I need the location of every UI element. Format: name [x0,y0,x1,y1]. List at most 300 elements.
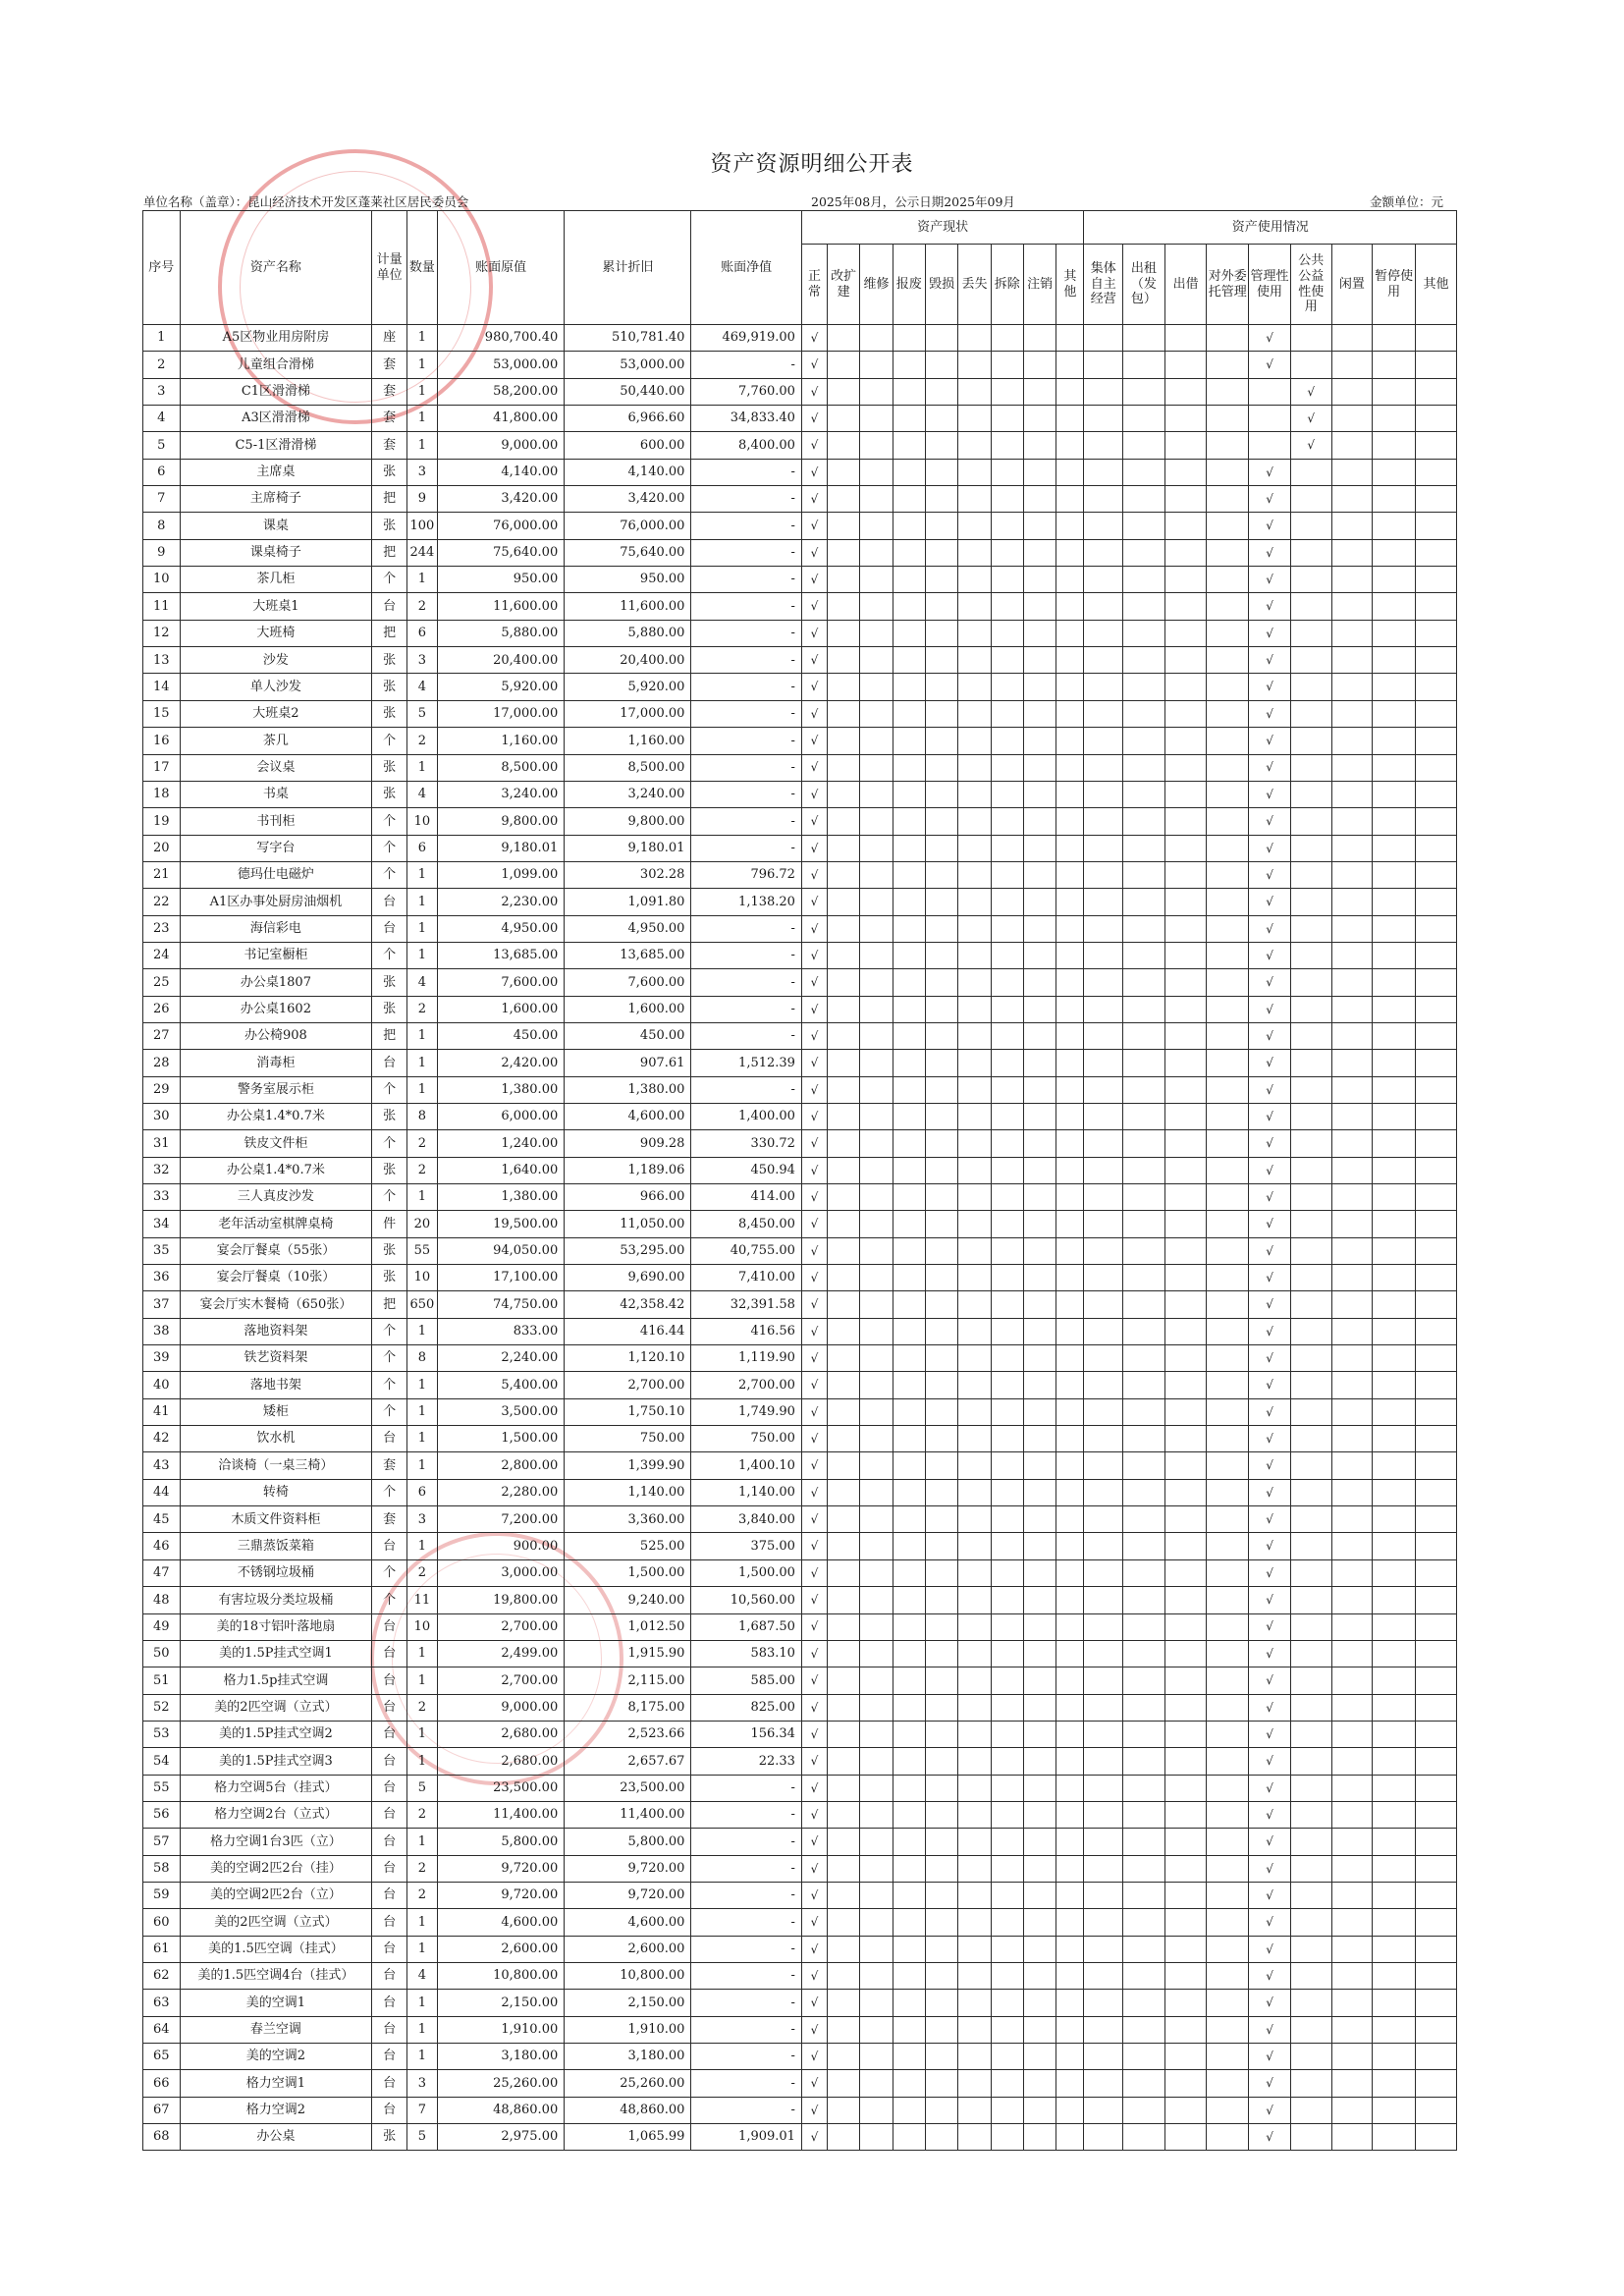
cell-usage-check [1331,1318,1373,1344]
cell-status-check [1056,1667,1084,1694]
cell-usage-check [1415,647,1456,674]
cell-usage-check: √ [1249,1990,1291,2016]
cell-qty: 3 [406,1506,437,1533]
cell-usage-check [1207,1721,1249,1747]
cell-status-check: √ [801,1050,827,1076]
cell-status-check [925,1801,957,1828]
cell-status-check [991,1587,1023,1613]
cell-status-check [860,1452,893,1479]
cell-usage-check: √ [1249,1157,1291,1183]
cell-status-check [925,1479,957,1505]
cell-unit: 把 [372,1291,406,1318]
cell-usage-check [1290,1909,1331,1936]
cell-asset-name: 矮柜 [180,1398,372,1425]
cell-usage-check [1207,1265,1249,1291]
cell-status-check [827,1533,859,1559]
cell-original-value: 1,380.00 [438,1076,565,1103]
cell-usage-check [1084,1452,1123,1479]
cell-qty: 1 [406,1533,437,1559]
cell-usage-check [1123,861,1165,888]
cell-status-check: √ [801,835,827,861]
cell-usage-check [1084,915,1123,942]
header-usage-col: 暂停使用 [1373,245,1416,325]
table-row [143,1265,1457,1291]
cell-usage-check [1207,1748,1249,1775]
cell-original-value: 1,380.00 [438,1184,565,1211]
cell-usage-check [1123,1345,1165,1372]
cell-usage-check [1164,1318,1207,1344]
cell-status-check: √ [801,1479,827,1505]
cell-status-check [958,889,991,915]
cell-usage-check [1207,1184,1249,1211]
cell-status-check: √ [801,942,827,968]
cell-status-check [991,1157,1023,1183]
cell-usage-check [1290,996,1331,1022]
cell-status-check [893,1667,925,1694]
cell-status-check [1023,1076,1056,1103]
cell-usage-check [1290,1775,1331,1801]
cell-asset-name: 办公椅908 [180,1022,372,1049]
cell-usage-check [1415,1022,1456,1049]
cell-status-check: √ [801,674,827,700]
cell-status-check [860,2070,893,2097]
cell-depreciation: 3,240.00 [565,781,691,807]
cell-usage-check [1373,1801,1416,1828]
cell-net-value: 1,749.90 [691,1398,802,1425]
cell-status-check [1023,2016,1056,2043]
cell-status-check [991,728,1023,754]
cell-status-check [1023,942,1056,968]
cell-depreciation: 1,399.90 [565,1452,691,1479]
cell-status-check [958,1855,991,1882]
cell-qty: 1 [406,1022,437,1049]
cell-status-check [1023,1990,1056,2016]
cell-status-check [1056,915,1084,942]
cell-asset-name: 落地书架 [180,1372,372,1398]
cell-usage-check: √ [1249,1076,1291,1103]
cell-usage-check [1084,1076,1123,1103]
cell-status-check: √ [801,432,827,459]
cell-usage-check: √ [1249,1613,1291,1640]
cell-usage-check [1123,1372,1165,1398]
cell-usage-check [1331,808,1373,835]
cell-status-check [827,1801,859,1828]
cell-usage-check [1164,1479,1207,1505]
cell-asset-name: 三鼎蒸饭菜箱 [180,1533,372,1559]
cell-status-check [1023,1533,1056,1559]
cell-usage-check [1164,1452,1207,1479]
cell-status-check [925,513,957,539]
table-row [143,1372,1457,1398]
cell-unit: 个 [372,1130,406,1157]
cell-net-value: - [691,2070,802,2097]
cell-usage-check: √ [1249,620,1291,646]
cell-status-check: √ [801,1211,827,1237]
cell-usage-check [1415,754,1456,781]
cell-qty: 1 [406,352,437,378]
cell-status-check [860,1076,893,1103]
cell-status-check [893,325,925,352]
cell-status-check [893,2097,925,2123]
table-row [143,915,1457,942]
cell-usage-check [1084,700,1123,727]
cell-status-check [893,1398,925,1425]
cell-usage-check [1331,567,1373,593]
cell-usage-check [1207,2097,1249,2123]
cell-status-check [925,1426,957,1452]
cell-usage-check [1290,1184,1331,1211]
cell-qty: 6 [406,835,437,861]
cell-original-value: 3,500.00 [438,1398,565,1425]
cell-original-value: 1,099.00 [438,861,565,888]
cell-unit: 个 [372,1345,406,1372]
cell-status-check [925,1559,957,1586]
cell-usage-check [1331,486,1373,513]
cell-usage-check [1373,1936,1416,1962]
cell-usage-check [1207,2016,1249,2043]
cell-usage-check [1373,754,1416,781]
cell-status-check [893,1721,925,1747]
cell-status-check [827,567,859,593]
cell-status-check [1056,1909,1084,1936]
cell-usage-check [1207,1962,1249,1989]
cell-usage-check [1415,1452,1456,1479]
cell-usage-check [1331,2070,1373,2097]
cell-asset-name: 儿童组合滑梯 [180,352,372,378]
cell-seq: 22 [143,889,181,915]
cell-status-check [925,1157,957,1183]
cell-unit: 张 [372,2124,406,2151]
cell-asset-name: 洽谈椅（一桌三椅） [180,1452,372,1479]
cell-status-check [958,781,991,807]
cell-asset-name: 春兰空调 [180,2016,372,2043]
cell-status-check [958,406,991,432]
cell-status-check [925,406,957,432]
cell-depreciation: 525.00 [565,1533,691,1559]
cell-unit: 座 [372,325,406,352]
cell-status-check [1056,2070,1084,2097]
cell-unit: 台 [372,2044,406,2070]
cell-original-value: 48,860.00 [438,2097,565,2123]
cell-status-check: √ [801,378,827,405]
cell-net-value: - [691,942,802,968]
cell-status-check [925,459,957,485]
cell-status-check [925,969,957,996]
cell-unit: 个 [372,1184,406,1211]
cell-usage-check [1164,593,1207,620]
cell-status-check [958,1801,991,1828]
cell-seq: 67 [143,2097,181,2123]
cell-usage-check [1084,620,1123,646]
cell-status-check [1023,1318,1056,1344]
cell-usage-check [1164,1265,1207,1291]
cell-unit: 台 [372,2097,406,2123]
cell-usage-check [1331,969,1373,996]
cell-usage-check [1207,1452,1249,1479]
cell-status-check [893,1291,925,1318]
cell-status-check [893,1184,925,1211]
table-row [143,593,1457,620]
cell-usage-check [1084,1506,1123,1533]
cell-net-value: 1,512.39 [691,1050,802,1076]
cell-status-check [925,942,957,968]
cell-status-check [893,432,925,459]
cell-depreciation: 76,000.00 [565,513,691,539]
cell-usage-check [1164,1721,1207,1747]
cell-status-check [991,1936,1023,1962]
cell-usage-check [1331,1157,1373,1183]
cell-status-check [958,1775,991,1801]
cell-usage-check [1207,647,1249,674]
cell-usage-check: √ [1249,1748,1291,1775]
cell-depreciation: 4,950.00 [565,915,691,942]
cell-status-check [958,1721,991,1747]
cell-status-check [1023,1882,1056,1908]
cell-unit: 台 [372,2016,406,2043]
cell-status-check [827,1882,859,1908]
cell-usage-check [1207,1613,1249,1640]
cell-original-value: 9,000.00 [438,432,565,459]
cell-usage-check [1415,352,1456,378]
cell-usage-check [1373,1533,1416,1559]
cell-status-check [925,1265,957,1291]
cell-unit: 个 [372,1372,406,1398]
cell-status-check [925,352,957,378]
cell-status-check [893,781,925,807]
cell-usage-check [1331,1184,1373,1211]
cell-status-check [925,1103,957,1129]
cell-net-value: - [691,1936,802,1962]
cell-depreciation: 9,720.00 [565,1882,691,1908]
cell-status-check [991,1103,1023,1129]
cell-status-check [860,754,893,781]
cell-usage-check [1123,700,1165,727]
cell-status-check [860,889,893,915]
cell-status-check [860,1909,893,1936]
cell-unit: 个 [372,728,406,754]
cell-qty: 2 [406,1694,437,1721]
cell-status-check [893,1479,925,1505]
cell-asset-name: 不锈钢垃圾桶 [180,1559,372,1586]
cell-status-check [958,1022,991,1049]
cell-usage-check [1415,1962,1456,1989]
cell-seq: 57 [143,1829,181,1855]
cell-unit: 套 [372,1506,406,1533]
cell-usage-check [1290,1318,1331,1344]
cell-unit: 张 [372,1265,406,1291]
cell-status-check [958,486,991,513]
cell-status-check [827,1721,859,1747]
cell-status-check [893,2070,925,2097]
cell-usage-check [1207,1775,1249,1801]
cell-status-check [925,539,957,566]
cell-usage-check [1084,1157,1123,1183]
cell-usage-check: √ [1290,432,1331,459]
cell-usage-check [1331,1076,1373,1103]
cell-status-check [1023,1694,1056,1721]
cell-status-check [860,486,893,513]
cell-asset-name: 单人沙发 [180,674,372,700]
cell-usage-check [1415,325,1456,352]
cell-net-value: - [691,459,802,485]
cell-status-check [1023,2044,1056,2070]
cell-usage-check [1084,1022,1123,1049]
table-row [143,1533,1457,1559]
header-usage-col: 对外委托管理 [1207,245,1249,325]
cell-original-value: 8,500.00 [438,754,565,781]
cell-status-check [991,1748,1023,1775]
cell-status-check [958,1990,991,2016]
cell-usage-check [1290,781,1331,807]
cell-asset-name: 格力空调1台3匹（立） [180,1829,372,1855]
cell-depreciation: 9,800.00 [565,808,691,835]
cell-qty: 6 [406,620,437,646]
cell-usage-check [1207,2070,1249,2097]
cell-depreciation: 1,600.00 [565,996,691,1022]
cell-status-check [1056,1748,1084,1775]
cell-status-check [1056,1022,1084,1049]
table-row [143,808,1457,835]
cell-usage-check [1331,1103,1373,1129]
cell-usage-check [1415,808,1456,835]
cell-status-check [1023,1559,1056,1586]
cell-usage-check [1164,1559,1207,1586]
cell-usage-check [1084,808,1123,835]
cell-usage-check [1164,889,1207,915]
cell-usage-check [1164,1211,1207,1237]
cell-net-value: - [691,1882,802,1908]
cell-status-check [860,593,893,620]
cell-usage-check [1415,700,1456,727]
cell-qty: 2 [406,1559,437,1586]
cell-status-check [925,1050,957,1076]
cell-depreciation: 510,781.40 [565,325,691,352]
cell-usage-check [1249,406,1291,432]
cell-usage-check [1331,1587,1373,1613]
cell-status-check [958,2097,991,2123]
cell-depreciation: 2,657.67 [565,1748,691,1775]
cell-status-check [1056,1936,1084,1962]
cell-seq: 8 [143,513,181,539]
cell-depreciation: 1,910.00 [565,2016,691,2043]
cell-seq: 15 [143,700,181,727]
cell-usage-check [1331,1801,1373,1828]
cell-usage-check [1290,942,1331,968]
cell-qty: 1 [406,432,437,459]
cell-status-check [1056,1587,1084,1613]
cell-usage-check [1164,781,1207,807]
cell-usage-check [1290,486,1331,513]
cell-usage-check [1331,1130,1373,1157]
cell-usage-check [1164,728,1207,754]
cell-status-check [991,1559,1023,1586]
cell-status-check [925,1345,957,1372]
cell-net-value: 1,500.00 [691,1559,802,1586]
cell-usage-check [1123,781,1165,807]
cell-depreciation: 302.28 [565,861,691,888]
cell-qty: 10 [406,808,437,835]
cell-status-check [827,1694,859,1721]
cell-usage-check: √ [1249,969,1291,996]
cell-status-check [1023,406,1056,432]
cell-usage-check [1207,1103,1249,1129]
cell-asset-name: 三人真皮沙发 [180,1184,372,1211]
cell-status-check [958,1211,991,1237]
cell-usage-check [1084,593,1123,620]
cell-unit: 台 [372,1962,406,1989]
cell-status-check: √ [801,1130,827,1157]
cell-usage-check [1084,432,1123,459]
cell-qty: 1 [406,942,437,968]
cell-usage-check [1331,1990,1373,2016]
cell-status-check [1023,352,1056,378]
cell-status-check [925,1694,957,1721]
cell-usage-check [1373,539,1416,566]
cell-depreciation: 1,120.10 [565,1345,691,1372]
cell-usage-check [1290,1936,1331,1962]
cell-usage-check [1084,889,1123,915]
cell-usage-check: √ [1249,2016,1291,2043]
cell-usage-check [1123,1022,1165,1049]
cell-usage-check [1373,1237,1416,1264]
cell-seq: 32 [143,1157,181,1183]
cell-status-check [925,1640,957,1667]
cell-net-value: - [691,969,802,996]
cell-usage-check [1415,915,1456,942]
cell-seq: 18 [143,781,181,807]
cell-usage-check [1207,1157,1249,1183]
cell-status-check [827,1050,859,1076]
cell-depreciation: 750.00 [565,1426,691,1452]
cell-usage-check [1331,1748,1373,1775]
cell-asset-name: 铁皮文件柜 [180,1130,372,1157]
cell-usage-check [1084,1694,1123,1721]
cell-net-value: - [691,647,802,674]
cell-status-check [958,2070,991,2097]
cell-status-check: √ [801,996,827,1022]
cell-usage-check [1415,1372,1456,1398]
cell-status-check [860,1237,893,1264]
cell-qty: 1 [406,1909,437,1936]
table-row [143,1694,1457,1721]
cell-qty: 1 [406,889,437,915]
cell-asset-name: 格力空调2 [180,2097,372,2123]
cell-usage-check [1373,1372,1416,1398]
cell-asset-name: 办公桌1.4*0.7米 [180,1103,372,1129]
cell-qty: 100 [406,513,437,539]
cell-usage-check [1415,567,1456,593]
table-row [143,674,1457,700]
cell-seq: 7 [143,486,181,513]
cell-status-check [1023,1050,1056,1076]
cell-status-check: √ [801,1237,827,1264]
cell-usage-check [1207,1640,1249,1667]
cell-status-check [958,1372,991,1398]
cell-usage-check [1415,969,1456,996]
cell-usage-check [1373,1640,1416,1667]
cell-usage-check [1084,2044,1123,2070]
cell-depreciation: 20,400.00 [565,647,691,674]
cell-net-value: - [691,352,802,378]
cell-status-check [991,513,1023,539]
cell-seq: 43 [143,1452,181,1479]
cell-usage-check [1164,1587,1207,1613]
table-row [143,2044,1457,2070]
cell-usage-check: √ [1249,1882,1291,1908]
cell-original-value: 11,600.00 [438,593,565,620]
cell-usage-check [1290,861,1331,888]
cell-usage-check: √ [1249,2070,1291,2097]
